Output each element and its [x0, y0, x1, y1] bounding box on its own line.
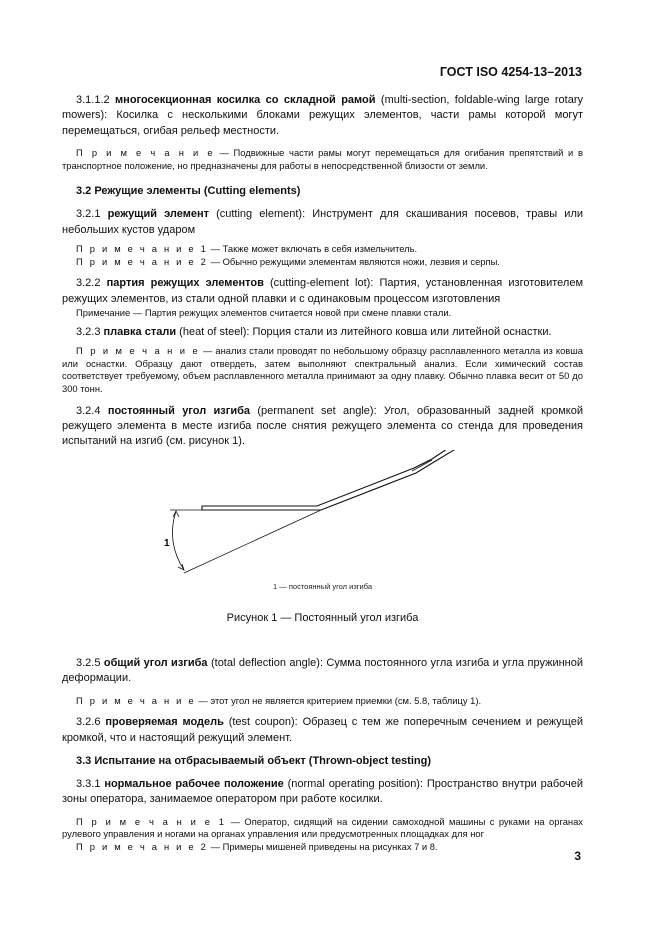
note-text: — Обычно режущими элементам являются ножи, лезвия и серпы. — [208, 255, 500, 267]
note-text: — Также может включать в себя измельчитель. — [208, 243, 418, 255]
clause-3-2-4 — [62, 404, 583, 450]
clause-term: плавка стали — [103, 325, 177, 338]
clause-3-1-1-2 — [62, 93, 583, 139]
document-header: ГОСТ ISO 4254-13–2013 — [439, 65, 582, 79]
clause-text: (test coupon): Образец с тем же поперечным сечением и режущей кромкой, что и настоящий режущий элемент. — [62, 716, 583, 744]
clause-text: (total deflection angle): Сумма постоянного угла изгиба и угла пружинной деформации. — [62, 656, 584, 685]
page-number: 3 — [574, 849, 581, 863]
note-label: П р и м е ч а н и е 2 — [76, 841, 209, 853]
clause-term: нормальное рабочее положение — [104, 778, 284, 791]
note: Примечание — Партия режущих элементов считается новой при смене плавки стали. — [76, 307, 452, 319]
cutting-element-outline — [202, 450, 454, 510]
angle-arc — [172, 511, 184, 570]
clause-term: режущий элемент — [107, 208, 209, 221]
note-label: П р и м е ч а н и е 1 — [76, 243, 209, 255]
clause-text: (cutting element): Инструмент для скашивания посевов, травы или небольших кустов ударом — [62, 208, 584, 236]
clause-text: (multi-section, foldable-wing large rotary mowers): Косилка с несколькими блоками режущих элементов, части рамы которой могут перемещаться, огибая рельеф местности. — [62, 94, 583, 137]
clause-number: 3.2.6 — [76, 716, 101, 729]
note — [62, 243, 583, 256]
section-heading-3-2: 3.2 Режущие элементы (Cutting elements) — [76, 185, 301, 198]
note — [62, 345, 583, 395]
clause-term: проверяемая модель — [105, 716, 224, 729]
note — [62, 695, 583, 708]
clause-number: 3.2.1 — [76, 208, 101, 221]
note — [62, 816, 583, 841]
clause-term: общий угол изгиба — [103, 656, 208, 669]
note-text: — этот угол не является критерием приемки (см. 5.8, таблицу 1). — [195, 694, 482, 706]
clause-number: 3.3.1 — [76, 778, 101, 791]
clause-term: постоянный угол изгиба — [107, 404, 251, 417]
note-text: — анализ стали проводят по небольшому образцу расплавленного металла из ковша или оснастки. Образцу дают отвердеть, затем выполняют спектральный анализ. Если химический состав соответствует требуемому, объем расплавленного металла принимают за одну плавку. Обычно плавка весит от 50 до 300 тонн. — [62, 345, 583, 394]
note-label: П р и м е ч а н и е — [76, 345, 200, 357]
figure-legend: 1 — постоянный угол изгиба — [273, 581, 372, 591]
clause-term: многосекционная косилка со складной рамой — [115, 94, 376, 106]
clause-3-2-6 — [62, 715, 583, 746]
note — [62, 147, 583, 172]
clause-3-2-3 — [62, 325, 583, 340]
clause-3-3-1 — [62, 777, 583, 808]
note-text: — Подвижные части рамы могут перемещаться для огибания препятствий и в транспортное положение, но предназначены для работы в непосредственной близости от земли. — [62, 147, 583, 171]
extension-line-inclined — [184, 510, 321, 573]
note-label: П р и м е ч а н и е 1 — [76, 815, 227, 827]
clause-text: (cutting-element lot): Партия, установленная изготовителем режущих элементов, из стали одной плавки и с одинаковым процессом изготовления — [62, 277, 584, 305]
clause-number: 3.2.2 — [76, 277, 101, 290]
clause-text: (heat of steel): Порция стали из литейного ковша или литейной оснастки. — [176, 325, 552, 338]
clause-number: 3.2.3 — [76, 325, 101, 338]
figure-1 — [62, 450, 583, 656]
angle-marker: 1 — [164, 537, 170, 549]
clause-number: 3.2.5 — [76, 656, 101, 669]
note-label: П р и м е ч а н и е — [76, 147, 215, 159]
clause-3-2-1 — [62, 207, 583, 238]
clause-number: 3.2.4 — [76, 404, 101, 417]
figure-caption: Рисунок 1 — Постоянный угол изгиба — [226, 611, 419, 624]
note-text: — Оператор, сидящий на сидении самоходной машины с руками на органах рулевого управления и ногами на органах управления или предусмотренных площадках для ног — [62, 815, 583, 840]
clause-3-2-2 — [62, 276, 583, 307]
clause-term: партия режущих элементов — [106, 277, 264, 290]
note-label: П р и м е ч а н и е 2 — [76, 255, 209, 267]
clause-number: 3.1.1.2 — [76, 94, 110, 106]
page-body — [62, 93, 583, 854]
clause-text: (permanent set angle): Угол, образованный задней кромкой режущего элемента в месте изгиба после снятия режущего элемента со стенда для проведения испытаний на изгиб (см. рисунок 1). — [62, 404, 583, 448]
clause-3-2-5 — [62, 656, 583, 687]
note-label: П р и м е ч а н и е — [76, 694, 196, 706]
section-heading-3-3: 3.3 Испытание на отбрасываемый объект (Thrown-object testing) — [76, 755, 432, 768]
note — [62, 256, 583, 269]
note-text: — Примеры мишеней приведены на рисунках 7 и 8. — [208, 841, 438, 853]
clause-text: (normal operating position): Пространство внутри рабочей зоны оператора, занимаемое оператором при работе косилки. — [62, 778, 584, 806]
note — [62, 841, 583, 854]
